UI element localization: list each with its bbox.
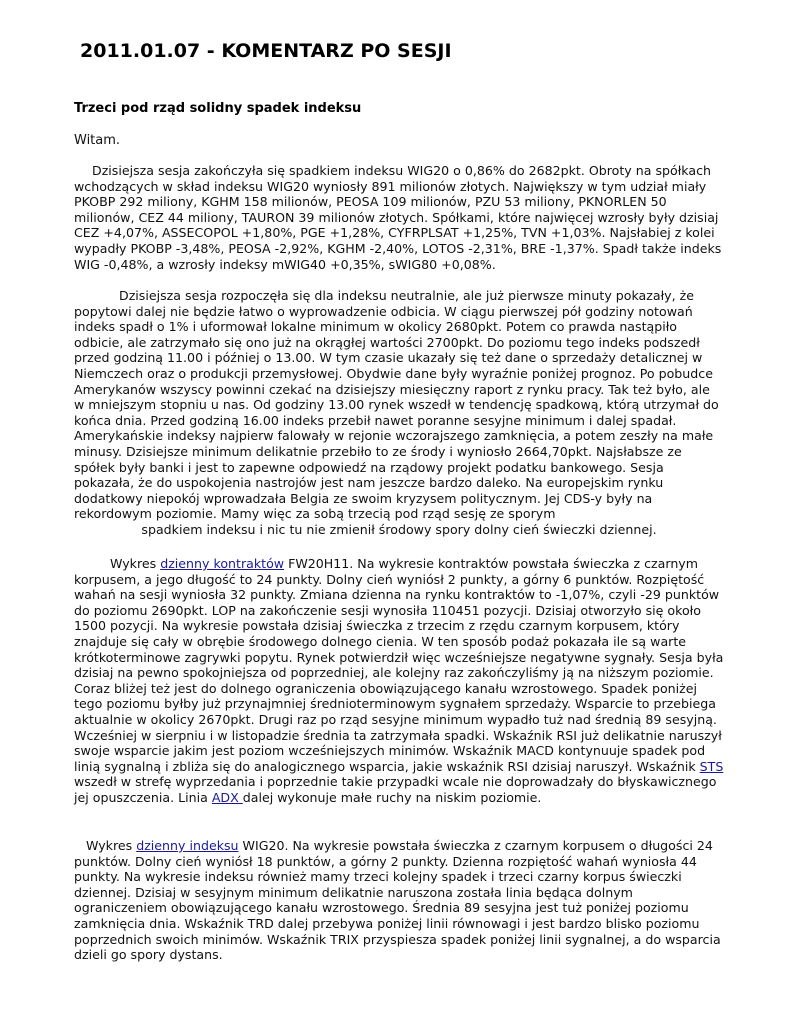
paragraph-session-summary bbox=[74, 163, 724, 272]
link-adx-indicator[interactable]: ADX bbox=[211, 789, 243, 805]
paragraph-intro: Wykres bbox=[86, 838, 137, 853]
paragraph-text: dalej wykonuje małe ruchy na niskim poziomie. bbox=[242, 789, 542, 805]
paragraph-text: FW20H11. Na wykresie kontraktów powstała świeczka z czarnym korpusem, a jego długość to 24 punkty. Dolny cień wyniósł 2 punkty, a górny 6 punktów. Rozpiętość wahań na sesji wyniosła 32 punkty. Zmiana dzienna na rynku kontraktów to -1,07%, czyli -29 punktów do poziomu 2690pkt. LOP na zakończenie sesji wynosiła 110451 pozycji. Dzisiaj otworzyło się około 1500 pozycji. Na wykresie powstała dzisiaj świeczka z trzecim z rzędu czarnym korpusem, który znajduje się cały w obrębie środowego dolnego cienia. W ten sposób podaż pokazała ile są warte krótkoterminowe zagrywki popytu. Rynek potwierdził więc wcześniejsze negatywne sygnały. Sesja była dzisiaj na pewno spokojniejsza od poprzedniej, ale kolejny raz zakończyliśmy ją na niższym poziomie. Coraz bliżej też jest do dolnego ograniczenia obowiązującego kanału wzrostowego. Spadek poniżej tego poziomu byłby już przynajmniej średnioterminowym sygnałem sprzedaży. Wsparcie to przebiega aktualnie w okolicy 2670pkt. Drugi raz po rząd sesyjne minimum wypadło tuż nad średnią 89 sesyjną. Wcześniej w sierpniu i w listopadzie średnia ta zatrzymała spadki. Wskaźnik RSI już delikatnie naruszył swoje wsparcie jakim jest poziom wcześniejszych minimów. Wskaźnik MACD kontynuuje spadek pod linią sygnalną i zbliża się do analogicznego wsparcia, jakie wskaźnik RSI dzisiaj naruszył. Wskaźnik bbox=[74, 556, 724, 774]
paragraph-intro: Wykres bbox=[110, 556, 161, 571]
paragraph-session-course bbox=[74, 288, 724, 538]
paragraph-last-line: spadkiem indeksu i nic tu nie zmienił środowy spory dolny cień świeczki dziennej. bbox=[141, 521, 657, 537]
paragraph-futures-chart bbox=[74, 556, 724, 806]
paragraph-text: Dzisiejsza sesja rozpoczęła się dla indeksu neutralnie, ale już pierwsze minuty pokazały, że popytowi dalej nie będzie łatwo o wyprowadzenie odbicia. W ciągu pierwszej pół godziny notowań indeks spadł o 1% i uformował lokalne minimum w okolicy 2680pkt. Potem co prawda nastąpiło odbicie, ale zatrzymało się ono już na okrągłej wartości 2700pkt. Do poziomu tego indeks podszedł przed godziną 11.00 i później o 13.00. W tym czasie ukazały się też dane o sprzedaży detalicznej w Niemczech oraz o produkcji przemysłowej. Obydwie dane były wyraźnie poniżej prognoz. Po pobudce Amerykanów wszyscy powinni czekać na dzisiejszy miesięczny raport z rynku pracy. Tak też było, ale w mniejszym stopniu u nas. Od godziny 13.00 rynek wszedł w tendencję spadkową, którą utrzymał do końca dnia. Przed godziną 16.00 indeks przebił nawet poranne sesyjne minimum i dalej spadał. Amerykańskie indeksy najpierw falowały w rejonie wczorajszego zamknięcia, a potem zeszły na małe minusy. Dzisiejsze minimum delikatnie przebiło to ze środy i wyniosło 2664,70pkt. Najsłabsze ze spółek były banki i jest to zapewne odpowiedź na rządowy projekt podatku bankowego. Sesja pokazała, że do uspokojenia nastrojów jest nam jeszcze bardzo daleko. Na europejskim rynku dodatkowy niepokój wprowadzała Belgia ze swoim kryzysem politycznym. Jej CDS-y były na rekordowym poziomie. Mamy więc za sobą trzecią pod rząd sesję ze sporym bbox=[74, 288, 719, 522]
link-sts-indicator[interactable]: STS bbox=[699, 758, 724, 774]
paragraph-text: WIG20. Na wykresie powstała świeczka z czarnym korpusem o długości 24 punktów. Dolny cień wyniósł 18 punktów, a górny 2 punkty. Dzienna rozpiętość wahań wyniosła 44 punkty. Na wykresie indeksu również mamy trzeci kolejny spadek i trzeci czarny korpus świeczki dziennej. Dzisiaj w sesyjnym minimum delikatnie naruszona została linia będąca dolnym ograniczeniem obowiązującego kanału wzrostowego. Średnia 89 sesyjna jest tuż poniżej poziomu zamknięcia dnia. Wskaźnik TRD dalej przebywa poniżej linii równowagi i jest bardzo blisko poziomu poprzednich swoich minimów. Wskaźnik TRIX przyspiesza spadek poniżej linii sygnalnej, a do wsparcia dzieli go spory dystans. bbox=[74, 838, 721, 963]
paragraph-text: wszedł w strefę wyprzedania i poprzednie takie przypadki wcale nie doprowadzały do błyskawicznego jej opuszczenia. Linia bbox=[74, 774, 717, 805]
page-title: 2011.01.07 - KOMENTARZ PO SESJI bbox=[80, 40, 452, 62]
greeting: Witam. bbox=[74, 133, 121, 148]
paragraph-index-chart bbox=[74, 838, 724, 963]
link-daily-index-chart[interactable]: dzienny indeksu bbox=[136, 838, 239, 853]
link-daily-futures-chart[interactable]: dzienny kontraktów bbox=[160, 556, 285, 571]
article-title: Trzeci pod rząd solidny spadek indeksu bbox=[74, 101, 362, 116]
paragraph-text: Dzisiejsza sesja zakończyła się spadkiem indeksu WIG20 o 0,86% do 2682pkt. Obroty na spółkach wchodzących w skład indeksu WIG20 wyniosły 891 milionów złotych. Największy w tym udział miały PKOBP 292 miliony, KGHM 158 milionów, PEOSA 109 milionów, PZU 53 miliony, PKNORLEN 50 milionów, CEZ 44 miliony, TAURON 39 milionów złotych. Spółkami, które najwięcej wzrosły były dzisiaj CEZ +4,07%, ASSECOPOL +1,80%, PGE +1,28%, CYFRPLSAT +1,25%, TVN +1,03%. Najsłabiej z kolei wypadły PKOBP -3,48%, PEOSA -2,92%, KGHM -2,40%, LOTOS -2,31%, BRE -1,37%. Spadł także indeks WIG -0,48%, a wzrosły indeksy mWIG40 +0,35%, sWIG80 +0,08%. bbox=[74, 163, 722, 272]
